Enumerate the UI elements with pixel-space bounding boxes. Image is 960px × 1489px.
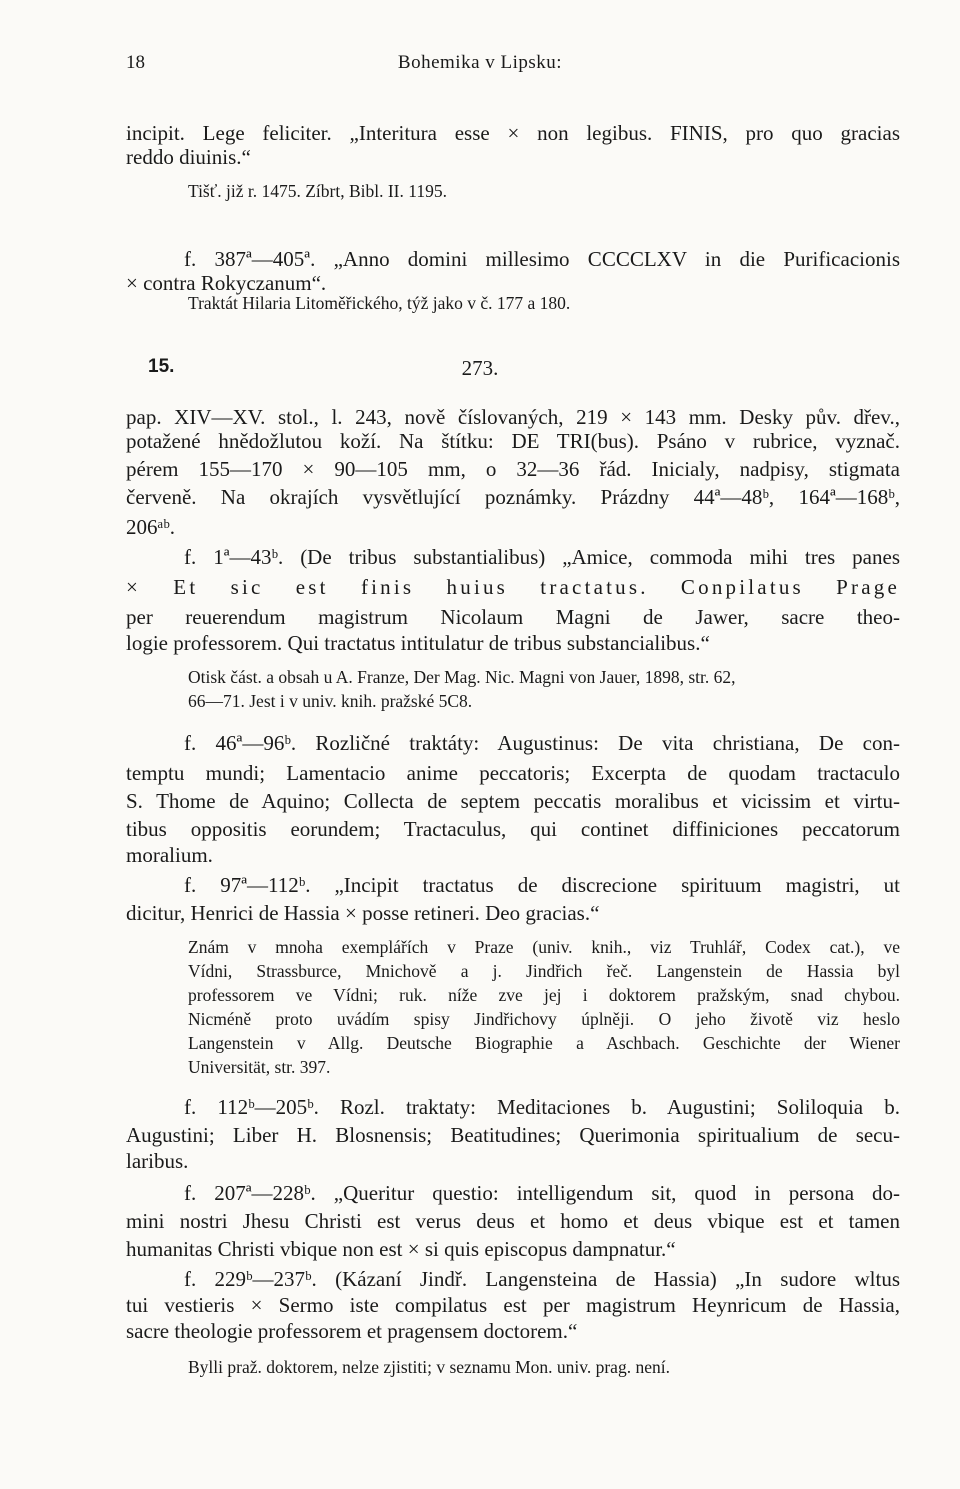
text-line: × Et sic est finis huius tractatus. Conpilatus Prage: [126, 575, 900, 599]
text-line: f. 97ª—112ᵇ. „Incipit tractatus de discrecione spirituum magistri, ut: [184, 873, 900, 897]
text-line: 206ᵃᵇ.: [126, 515, 175, 539]
note-line: 66—71. Jest i v univ. knih. pražské 5C8.: [188, 691, 473, 711]
text-line: f. 112ᵇ—205ᵇ. Rozl. traktaty: Meditaciones b. Augustini; Soliloquia b.: [184, 1095, 900, 1119]
note-line: Vídni, Strassburce, Mnichově a j. Jindřich řeč. Langenstein de Hassia byl: [188, 961, 900, 981]
text-line: reddo diuinis.“: [126, 145, 251, 169]
running-title: Bohemika v Lipsku:: [397, 52, 563, 73]
text-line: humanitas Christi vbique non est × si quis episcopus dampnatur.“: [126, 1237, 676, 1261]
text-line: pap. XIV—XV. stol., l. 243, nově číslovaných, 219 × 143 mm. Desky pův. dřev.,: [126, 405, 900, 429]
note-line: professorem ve Vídni; ruk. níže zve jej i doktorem pražským, snad chybou.: [188, 985, 900, 1005]
text-line: f. 207ª—228ᵇ. „Queritur questio: intelligendum sit, quod in persona do-: [184, 1181, 900, 1205]
text-line: per reuerendum magistrum Nicolaum Magni de Jawer, sacre theo-: [126, 605, 900, 629]
text-line: pérem 155—170 × 90—105 mm, o 32—36 řád. Inicialy, nadpisy, stigmata: [126, 457, 900, 481]
entry-number: 15.: [148, 356, 175, 377]
text-line: logie professorem. Qui tractatus intitulatur de tribus substancialibus.“: [126, 631, 710, 655]
text-line: f. 1ª—43ᵇ. (De tribus substantialibus) „Amice, commoda mihi tres panes: [184, 545, 900, 569]
note-line: Znám v mnoha exemplářích v Praze (univ. knih., viz Truhlář, Codex cat.), ve: [188, 937, 900, 957]
text-line: dicitur, Henrici de Hassia × posse retineri. Deo gracias.“: [126, 901, 600, 925]
text-line: f. 387ª—405ª. „Anno domini millesimo CCCCLXV in die Purificacionis: [184, 247, 900, 271]
text-line: tibus oppositis eorundem; Tractaculus, qui continet diffiniciones peccatorum: [126, 817, 900, 841]
page-number: 18: [126, 52, 145, 73]
text-line: Augustini; Liber H. Blosnensis; Beatitudines; Querimonia spiritualium de secu-: [126, 1123, 900, 1147]
text-line: laribus.: [126, 1149, 189, 1173]
note-line: Langenstein v Allg. Deutsche Biographie a Aschbach. Geschichte der Wiener: [188, 1033, 900, 1053]
text-line: f. 229ᵇ—237ᵇ. (Kázaní Jindř. Langensteina de Hassia) „In sudore wltus: [184, 1267, 900, 1291]
text-line: f. 46ª—96ᵇ. Rozličné traktáty: Augustinus: De vita christiana, De con-: [184, 731, 900, 755]
text-line: S. Thome de Aquino; Collecta de septem peccatis moralibus et vicissim et virtu-: [126, 789, 900, 813]
note-line: Tišť. již r. 1475. Zíbrt, Bibl. II. 1195.: [188, 181, 447, 201]
note-line: Universität, str. 397.: [188, 1057, 331, 1077]
text-line: incipit. Lege feliciter. „Interitura esse × non legibus. FINIS, pro quo gracias: [126, 121, 900, 145]
note-line: Bylli praž. doktorem, nelze zjistiti; v seznamu Mon. univ. prag. není.: [188, 1357, 670, 1377]
note-line: Otisk část. a obsah u A. Franze, Der Mag. Nic. Magni von Jauer, 1898, str. 62,: [188, 667, 736, 687]
text-line: temptu mundi; Lamentacio anime peccatoris; Excerpta de quodam tractaculo: [126, 761, 900, 785]
text-line: × contra Rokyczanum“.: [126, 271, 327, 295]
text-line: tui vestieris × Sermo iste compilatus est per magistrum Heynricum de Hassia,: [126, 1293, 900, 1317]
note-line: Nicméně proto uvádím spisy Jindřichovy úplněji. O jeho životě viz heslo: [188, 1009, 900, 1029]
text-line: moralium.: [126, 843, 213, 867]
text-line: červeně. Na okrajích vysvětlující poznámky. Prázdny 44ª—48ᵇ, 164ª—168ᵇ,: [126, 485, 900, 509]
text-line: sacre theologie professorem et pragensem doctorem.“: [126, 1319, 578, 1343]
note-line: Traktát Hilaria Litoměřického, týž jako v č. 177 a 180.: [188, 293, 571, 313]
catalog-number: 273.: [461, 356, 499, 380]
text-line: mini nostri Jhesu Christi est verus deus et homo et deus vbique est et tamen: [126, 1209, 900, 1233]
text-line: potažené hnědožlutou koží. Na štítku: DE TRI(bus). Psáno v rubrice, vyznač.: [126, 429, 900, 453]
